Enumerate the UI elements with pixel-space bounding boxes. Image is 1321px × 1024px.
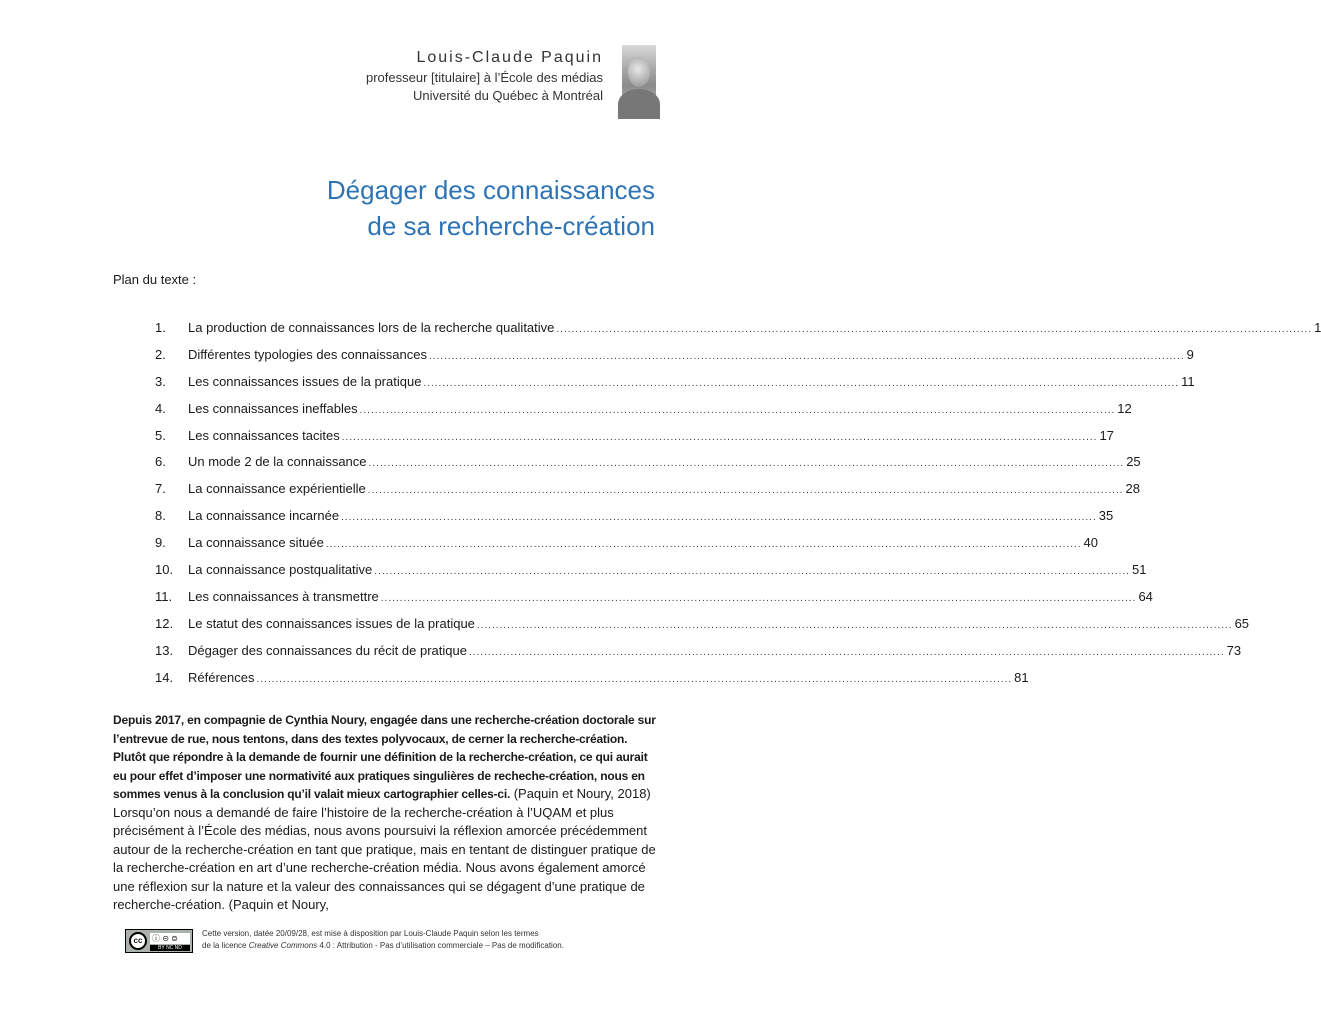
toc-entry-page: 35 — [1098, 508, 1114, 524]
toc-entry-number: 14. — [155, 669, 174, 685]
body-lead: Depuis 2017, en compagnie de Cynthia Noury, engagée dans une recherche-création doctorale sur l’entrevue de rue, nous tentons, dans des textes polyvocaux, de cerner la recherche-création. Plutôt que répondre à la demande de fournir une définition de la recherche-création, ce qui aurait eu pour effet d’imposer une normativité aux pratiques singulières de recheche-création, nous en sommes venus à la conclusion qu’il valait mieux cartographier celles-ci. — [113, 713, 656, 801]
toc-entry-title: La connaissance expérientielle — [188, 481, 366, 497]
toc-dot-leader: ........................................................................................................................................................................................................ — [374, 566, 1130, 578]
table-of-contents — [155, 320, 1321, 696]
toc-dot-leader: ........................................................................................................................................................................................................ — [368, 458, 1125, 470]
toc-entry-page: 12 — [1117, 400, 1132, 416]
toc-entry-number: 12. — [155, 615, 174, 631]
body-paragraph — [113, 711, 658, 915]
license-footer — [125, 927, 645, 957]
toc-entry[interactable] — [155, 642, 1242, 670]
plan-label: Plan du texte : — [113, 272, 197, 287]
toc-entry-number: 5. — [155, 427, 166, 443]
title-line-1: Dégager des connaissances — [326, 175, 655, 205]
toc-entry[interactable] — [155, 320, 1321, 347]
toc-entry[interactable] — [155, 346, 1194, 374]
toc-entry-number: 8. — [155, 508, 166, 524]
author-university: Université du Québec à Montréal — [412, 88, 603, 103]
toc-entry-title: Un mode 2 de la connaissance — [188, 454, 367, 470]
toc-entry-number: 9. — [155, 535, 166, 551]
license-line-1: Cette version, datée 20/09/28, est mise à disposition par Louis-Claude Paquin selon les termes — [202, 929, 539, 938]
toc-dot-leader: ........................................................................................................................................................................................................ — [325, 539, 1082, 551]
toc-entry-title: La connaissance incarnée — [188, 508, 340, 524]
toc-entry-page: 40 — [1083, 535, 1099, 551]
toc-entry[interactable] — [155, 562, 1147, 589]
author-affiliation: professeur [titulaire] à l’École des médias — [365, 70, 603, 85]
toc-entry-title: La connaissance située — [188, 535, 324, 551]
toc-dot-leader: ........................................................................................................................................................................................................ — [468, 646, 1225, 658]
toc-dot-leader: ........................................................................................................................................................................................................ — [556, 324, 1313, 335]
license-badge-bar: BY NC ND — [150, 945, 190, 951]
toc-entry-page: 11 — [1181, 373, 1195, 389]
toc-entry-title: Les connaissances à transmettre — [188, 588, 379, 604]
license-cc-name: Creative Commons — [248, 941, 318, 950]
toc-entry[interactable] — [155, 535, 1099, 562]
toc-entry-page: 1 — [1314, 320, 1321, 335]
toc-entry-number: 11. — [155, 588, 173, 604]
body-rest: (Paquin et Noury, 2018) Lorsqu’on nous a demandé de faire l’histoire de la recherche-création à l’UQAM et plus précisément à l’École des médias, nous avons poursuivi la réflexion amorcée précédemment autour de la recherche-création en tant que pratique, mais en tentant de distinguer pratique de la recherche-création en art d’une recherche-création média. Nous avons également amorcé une réflexion sur la nature et la valeur des connaissances qui se dégagent d’une pratique de recherche-création. (Paquin et Noury, — [113, 786, 656, 912]
toc-dot-leader: ........................................................................................................................................................................................................ — [428, 350, 1185, 362]
title-line-2: de sa recherche-création — [367, 211, 655, 241]
toc-entry-title: Le statut des connaissances issues de la pratique — [188, 615, 475, 631]
toc-dot-leader: ........................................................................................................................................................................................................ — [359, 404, 1116, 416]
toc-entry-number: 6. — [155, 454, 166, 470]
toc-entry[interactable] — [155, 454, 1141, 481]
license-symbols-icon: ⓘ ⊝ ⊜ — [152, 934, 178, 943]
toc-entry[interactable] — [155, 400, 1132, 428]
toc-entry-title: Les connaissances issues de la pratique — [188, 373, 422, 389]
toc-entry[interactable] — [155, 373, 1195, 401]
author-name: Louis-Claude Paquin — [416, 49, 603, 66]
toc-dot-leader: ........................................................................................................................................................................................................ — [476, 619, 1233, 631]
toc-entry-title: Références — [188, 669, 255, 685]
toc-entry[interactable] — [155, 669, 1029, 697]
license-text — [202, 928, 564, 952]
toc-entry-page: 65 — [1234, 615, 1250, 631]
toc-entry-page: 17 — [1099, 427, 1114, 443]
toc-entry-page: 51 — [1131, 562, 1147, 578]
toc-entry-title: La production de connaissances lors de la recherche qualitative — [188, 320, 555, 335]
toc-dot-leader: ........................................................................................................................................................................................................ — [367, 485, 1124, 497]
toc-entry[interactable] — [155, 508, 1114, 535]
toc-entry-page: 9 — [1186, 346, 1194, 362]
toc-entry[interactable] — [155, 588, 1153, 616]
author-header — [366, 47, 603, 105]
toc-dot-leader: ........................................................................................................................................................................................................ — [423, 377, 1180, 389]
toc-dot-leader: ........................................................................................................................................................................................................ — [341, 431, 1098, 443]
toc-entry-number: 2. — [155, 346, 166, 362]
toc-entry-page: 73 — [1226, 642, 1242, 658]
toc-entry-number: 3. — [155, 373, 166, 389]
toc-dot-leader: ........................................................................................................................................................................................................ — [341, 512, 1097, 524]
toc-entry-title: Dégager des connaissances du récit de pratique — [188, 642, 467, 658]
author-portrait — [622, 45, 656, 113]
toc-entry-title: Les connaissances tacites — [188, 427, 340, 443]
license-line-2: de la licence Creative Commons 4.0 : Attribution - Pas d’utilisation commerciale – Pas de modification. — [202, 941, 564, 950]
toc-dot-leader: ........................................................................................................................................................................................................ — [380, 592, 1137, 604]
document-title — [327, 172, 655, 244]
toc-entry-title: La connaissance postqualitative — [188, 562, 373, 578]
toc-dot-leader: ........................................................................................................................................................................................................ — [256, 673, 1013, 685]
toc-entry-title: Les connaissances ineffables — [188, 400, 358, 416]
toc-entry-page: 28 — [1125, 481, 1140, 497]
toc-entry-number: 1. — [155, 320, 166, 335]
toc-entry-title: Différentes typologies des connaissances — [188, 346, 427, 362]
toc-entry-page: 81 — [1014, 669, 1029, 685]
toc-entry-number: 13. — [155, 642, 174, 658]
toc-entry-page: 64 — [1138, 588, 1153, 604]
toc-entry-number: 10. — [155, 562, 174, 578]
creative-commons-badge-icon — [125, 929, 193, 953]
toc-entry-number: 4. — [155, 400, 166, 416]
toc-entry-page: 25 — [1126, 454, 1141, 470]
toc-entry[interactable] — [155, 481, 1140, 508]
toc-entry[interactable] — [155, 427, 1114, 455]
toc-entry[interactable] — [155, 615, 1250, 643]
toc-entry-number: 7. — [155, 481, 166, 497]
cc-logo-icon: cc — [129, 932, 147, 950]
